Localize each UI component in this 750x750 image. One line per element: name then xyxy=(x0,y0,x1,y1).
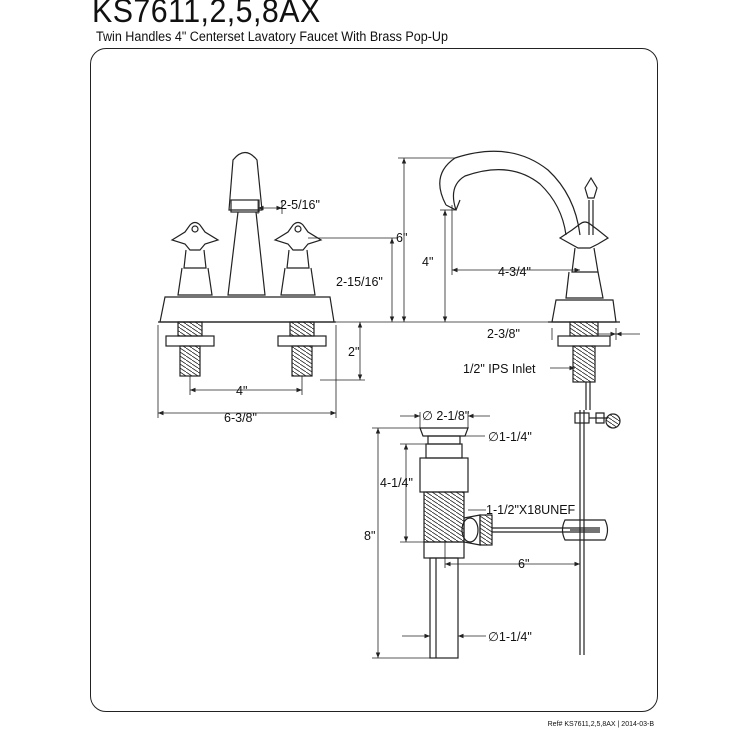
left-cross-handle-icon xyxy=(172,223,218,296)
popup-drain-assembly xyxy=(420,410,620,658)
reference-number: Ref# KS7611,2,5,8AX | 2014-03-B xyxy=(547,721,654,728)
dim-height-to-deck: 2-15/16" xyxy=(336,275,383,289)
side-handle-icon xyxy=(560,222,608,298)
dim-body-length: 4-1/4" xyxy=(380,476,413,490)
front-view-dimensions xyxy=(158,200,398,418)
dim-total-length: 8" xyxy=(364,529,376,543)
dim-rod-reach: 6" xyxy=(518,557,530,571)
right-cross-handle-icon xyxy=(275,223,321,296)
dim-total-height: 6" xyxy=(396,231,408,245)
dim-tail-diameter: ∅1-1/4" xyxy=(488,630,532,644)
dim-overall-width: 6-3/8" xyxy=(224,411,257,425)
dim-top-body-diameter: ∅1-1/4" xyxy=(488,430,532,444)
inlet-label: 1/2" IPS Inlet xyxy=(463,362,536,376)
dim-spout-height: 4" xyxy=(422,255,434,269)
product-description: Twin Handles 4" Centerset Lavatory Faucet With Brass Pop-Up xyxy=(96,29,448,44)
front-view-faucet xyxy=(158,153,336,377)
popup-dimensions xyxy=(372,412,580,658)
dim-handle-spread: 2-5/16" xyxy=(280,198,320,212)
dim-spout-reach: 4-3/4" xyxy=(498,265,531,279)
model-title: KS7611,2,5,8AX xyxy=(92,0,321,29)
dim-flange-diameter: ∅ 2-1/8" xyxy=(422,409,470,423)
dim-base-depth: 2-3/8" xyxy=(487,327,520,341)
thread-spec-label: 1-1/2"X18UNEF xyxy=(486,503,576,517)
dim-center-spacing: 4" xyxy=(236,384,248,398)
dim-shank-length: 2" xyxy=(348,345,360,359)
